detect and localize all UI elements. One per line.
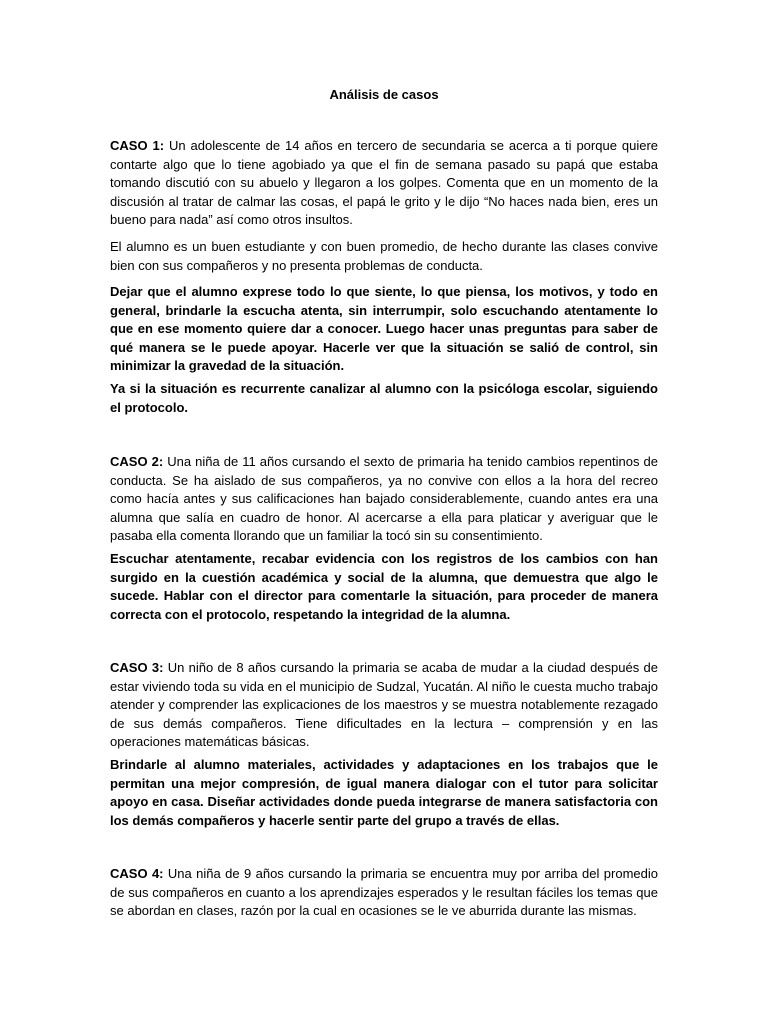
case-3-description bbox=[110, 659, 658, 752]
case-1-label: CASO 1: bbox=[110, 138, 165, 153]
case-1-description-text: Un adolescente de 14 años en tercero de secundaria se acerca a ti porque quiere contarte algo que lo tiene agobiado ya que el fin de semana pasado su papá que estaba tomando discutió con su abuelo y llegaron a los golpes. Comenta que en un momento de la discusión al tratar de calmar las cosas, el papá le grito y le dijo “No haces nada bien, eres un bueno para nada” así como otros insultos. bbox=[110, 138, 658, 228]
case-1-response-1: Dejar que el alumno exprese todo lo que siente, lo que piensa, los motivos, y todo en general, brindarle la escucha atenta, sin interrumpir, solo escuchando atentamente lo que en ese momento quiere dar a conocer. Luego hacer unas preguntas para saber de qué manera se le puede apoyar. Hacerle ver que la situación se salió de control, sin minimizar la gravedad de la situación. bbox=[110, 284, 658, 374]
case-3-label: CASO 3: bbox=[110, 660, 164, 675]
case-4-description-text: Una niña de 9 años cursando la primaria se encuentra muy por arriba del promedio de sus compañeros en cuanto a los aprendizajes esperados y le resultan fáciles los temas que se abordan en clases, razón por la cual en ocasiones se le ve aburrida durante las mismas. bbox=[110, 866, 658, 919]
case-1-response-2: Ya si la situación es recurrente canalizar al alumno con la psicóloga escolar, siguiendo el protocolo. bbox=[110, 381, 658, 415]
case-1-context: El alumno es un buen estudiante y con buen promedio, de hecho durante las clases convive bien con sus compañeros y no presenta problemas de conducta. bbox=[110, 239, 658, 273]
document-title: Análisis de casos bbox=[329, 87, 439, 102]
case-2-label: CASO 2: bbox=[110, 454, 164, 469]
case-3-description-text: Un niño de 8 años cursando la primaria se acaba de mudar a la ciudad después de estar viviendo toda su vida en el municipio de Sudzal, Yucatán. Al niño le cuesta mucho trabajo atender y comprender las explicaciones de los maestros y se muestra notablemente rezagado de sus demás compañeros. Tiene dificultades en la lectura – comprensión y en las operaciones matemáticas básicas. bbox=[110, 660, 658, 750]
case-1-description bbox=[110, 137, 658, 230]
case-4-description bbox=[110, 865, 658, 921]
case-2-description bbox=[110, 453, 658, 546]
case-2-description-text: Una niña de 11 años cursando el sexto de primaria ha tenido cambios repentinos de conducta. Se ha aislado de sus compañeros, ya no convive con ellos a la hora del recreo como hacía antes y sus calificaciones han bajado considerablemente, cuando antes era una alumna que salía en cuadro de honor. Al acercarse a ella para platicar y averiguar que le pasaba ella comenta llorando que un familiar la tocó sin su consentimiento. bbox=[110, 454, 658, 544]
case-4-label: CASO 4: bbox=[110, 866, 164, 881]
case-2-response: Escuchar atentamente, recabar evidencia con los registros de los cambios con han surgido en la cuestión académica y social de la alumna, que demuestra que algo le sucede. Hablar con el director para comentarle la situación, para proceder de manera correcta con el protocolo, respetando la integridad de la alumna. bbox=[110, 551, 658, 622]
case-3-response: Brindarle al alumno materiales, actividades y adaptaciones en los trabajos que le permitan una mejor compresión, de igual manera dialogar con el tutor para solicitar apoyo en casa. Diseñar actividades donde pueda integrarse de manera satisfactoria con los demás compañeros y hacerle sentir parte del grupo a través de ellas. bbox=[110, 757, 658, 828]
